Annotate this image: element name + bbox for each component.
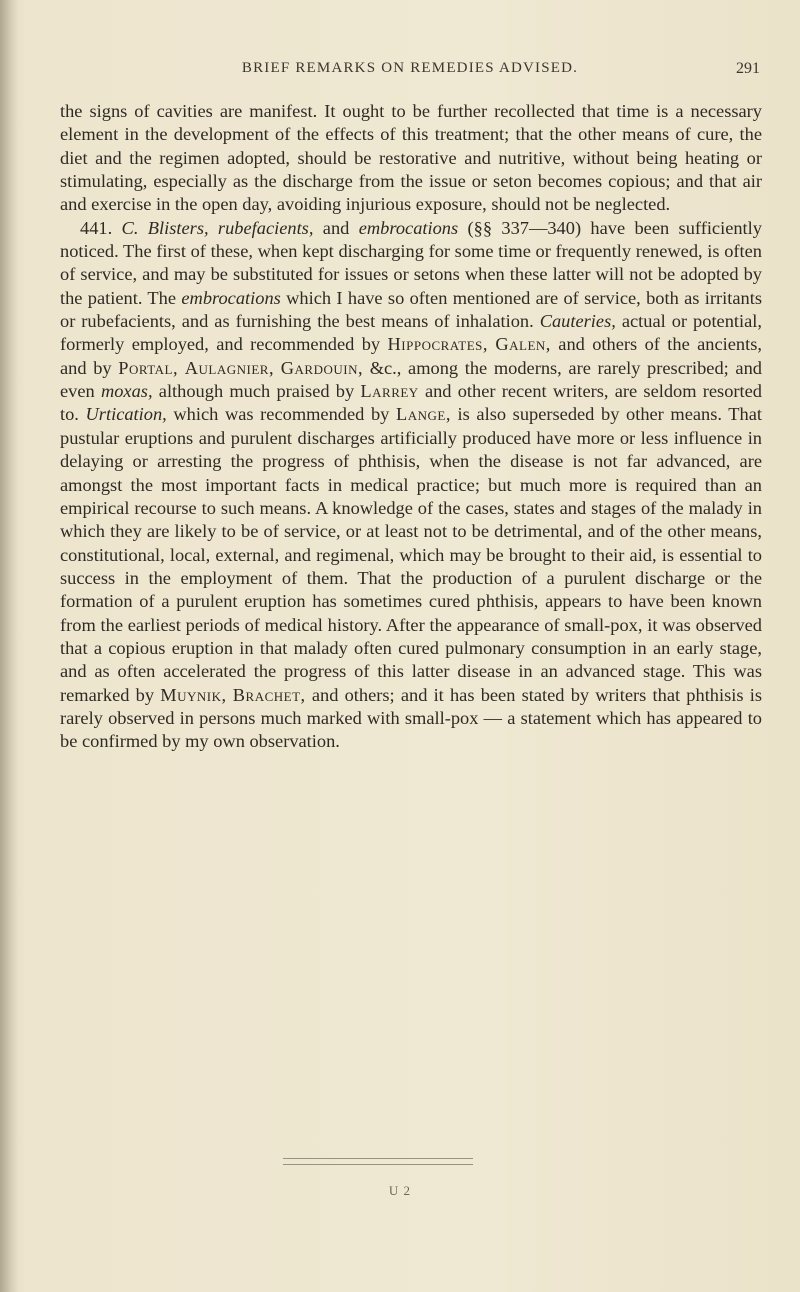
text-fragment: and others of the ancients, and by (60, 334, 762, 378)
text-fragment: and others; and it has been stated by writers that phthisis is rarely observed in persons much marked with small-pox — a statement which has appeared to be confirmed by my own observation. (60, 684, 762, 752)
term-moxas: moxas, (100, 381, 153, 402)
text-fragment: is also superseded by other means. That pustular eruptions and purulent discharges artificially produced have more or less influence in delaying or arresting the progress of phthisis, when the disease is not far advanced, are amongst the most important facts in medical practice; but much more is required than an empirical recourse to such means. A knowledge of the cases, states and stages of the malady in which they are likely to be of service, or at least not to be detrimental, and of the other means, constitutional, local, external, and regimenal, which may be brought to their aid, is essential to success in the employment of them. That the production of a purulent discharge or the formation of a purulent eruption has sometimes cured phthisis, appears to have been known from the earliest periods of medical history. After the appearance of small-pox, it was observed that a copious eruption in that malady often cured pulmonary consumption in an early stage, and as often accelerated the progress of this latter disease in an advanced stage. This was remarked by (60, 404, 762, 705)
name-gardouin: Gardouin, (280, 357, 364, 378)
name-portal: Portal, (118, 357, 179, 378)
running-head (60, 60, 760, 86)
printer-signature: U 2 (388, 1183, 412, 1198)
text-fragment: although much praised by (158, 381, 355, 402)
name-hippocrates: Hippocrates, (387, 334, 488, 355)
text-fragment: which was recommended by (173, 404, 390, 425)
name-aulagnier: Aulagnier, (184, 357, 275, 378)
term-urtication: Urtication, (85, 404, 167, 425)
footer-rule (283, 1158, 473, 1165)
text-fragment: &c., among the moderns, are rarely prescribed; and even (60, 357, 762, 402)
term-cauteries: Cauteries, (539, 311, 616, 332)
text-fragment: actual or potential, formerly employed, and recommended by (60, 311, 762, 355)
running-title: BRIEF REMARKS ON REMEDIES ADVISED. (241, 60, 579, 76)
name-larrey: Larrey (360, 381, 419, 402)
term-embrocations: embrocations (358, 217, 459, 238)
text-fragment: (§§ 337—340) have been sufficiently noticed. The first of these, when kept discharging for some time or frequently renewed, is often of service, and may be substituted for issues or setons when these latter will not be adopted by the patient. The (60, 217, 762, 308)
text-fragment: which I have so often mentioned are of service, both as irritants or rubefacients, and as furnishing the best means of inhalation. (60, 287, 762, 332)
page-gutter-shadow (0, 0, 18, 1292)
body-text (60, 100, 762, 754)
paragraph-1-text: the signs of cavities are manifest. It ought to be further recollected that time is a necessary element in the development of the effects of this treatment; that the other means of cure, the diet and the regimen adopted, should be restorative and nutritive, without being heating or stimulating, especially as the discharge from the issue or seton becomes copious; and that air and exercise in the open day, avoiding injurious exposure, should not be neglected. (60, 101, 762, 215)
name-galen: Galen, (495, 334, 551, 355)
term-embrocations-2: embrocations (181, 287, 281, 308)
text-fragment: and (322, 217, 350, 238)
name-lange: Lange, (395, 404, 451, 425)
section-number: 441. (80, 217, 113, 238)
page-number: 291 (736, 60, 760, 77)
paragraph-441 (60, 217, 762, 754)
name-muynik: Muynik, (160, 684, 227, 705)
section-letter: C. (121, 217, 139, 238)
name-brachet: Brachet, (232, 684, 306, 705)
paragraph-continuation (60, 100, 762, 217)
text-fragment: and other recent writers, are seldom resorted to. (60, 381, 762, 425)
term-blisters-rubefacients: Blisters, rubefacients, (147, 217, 314, 238)
